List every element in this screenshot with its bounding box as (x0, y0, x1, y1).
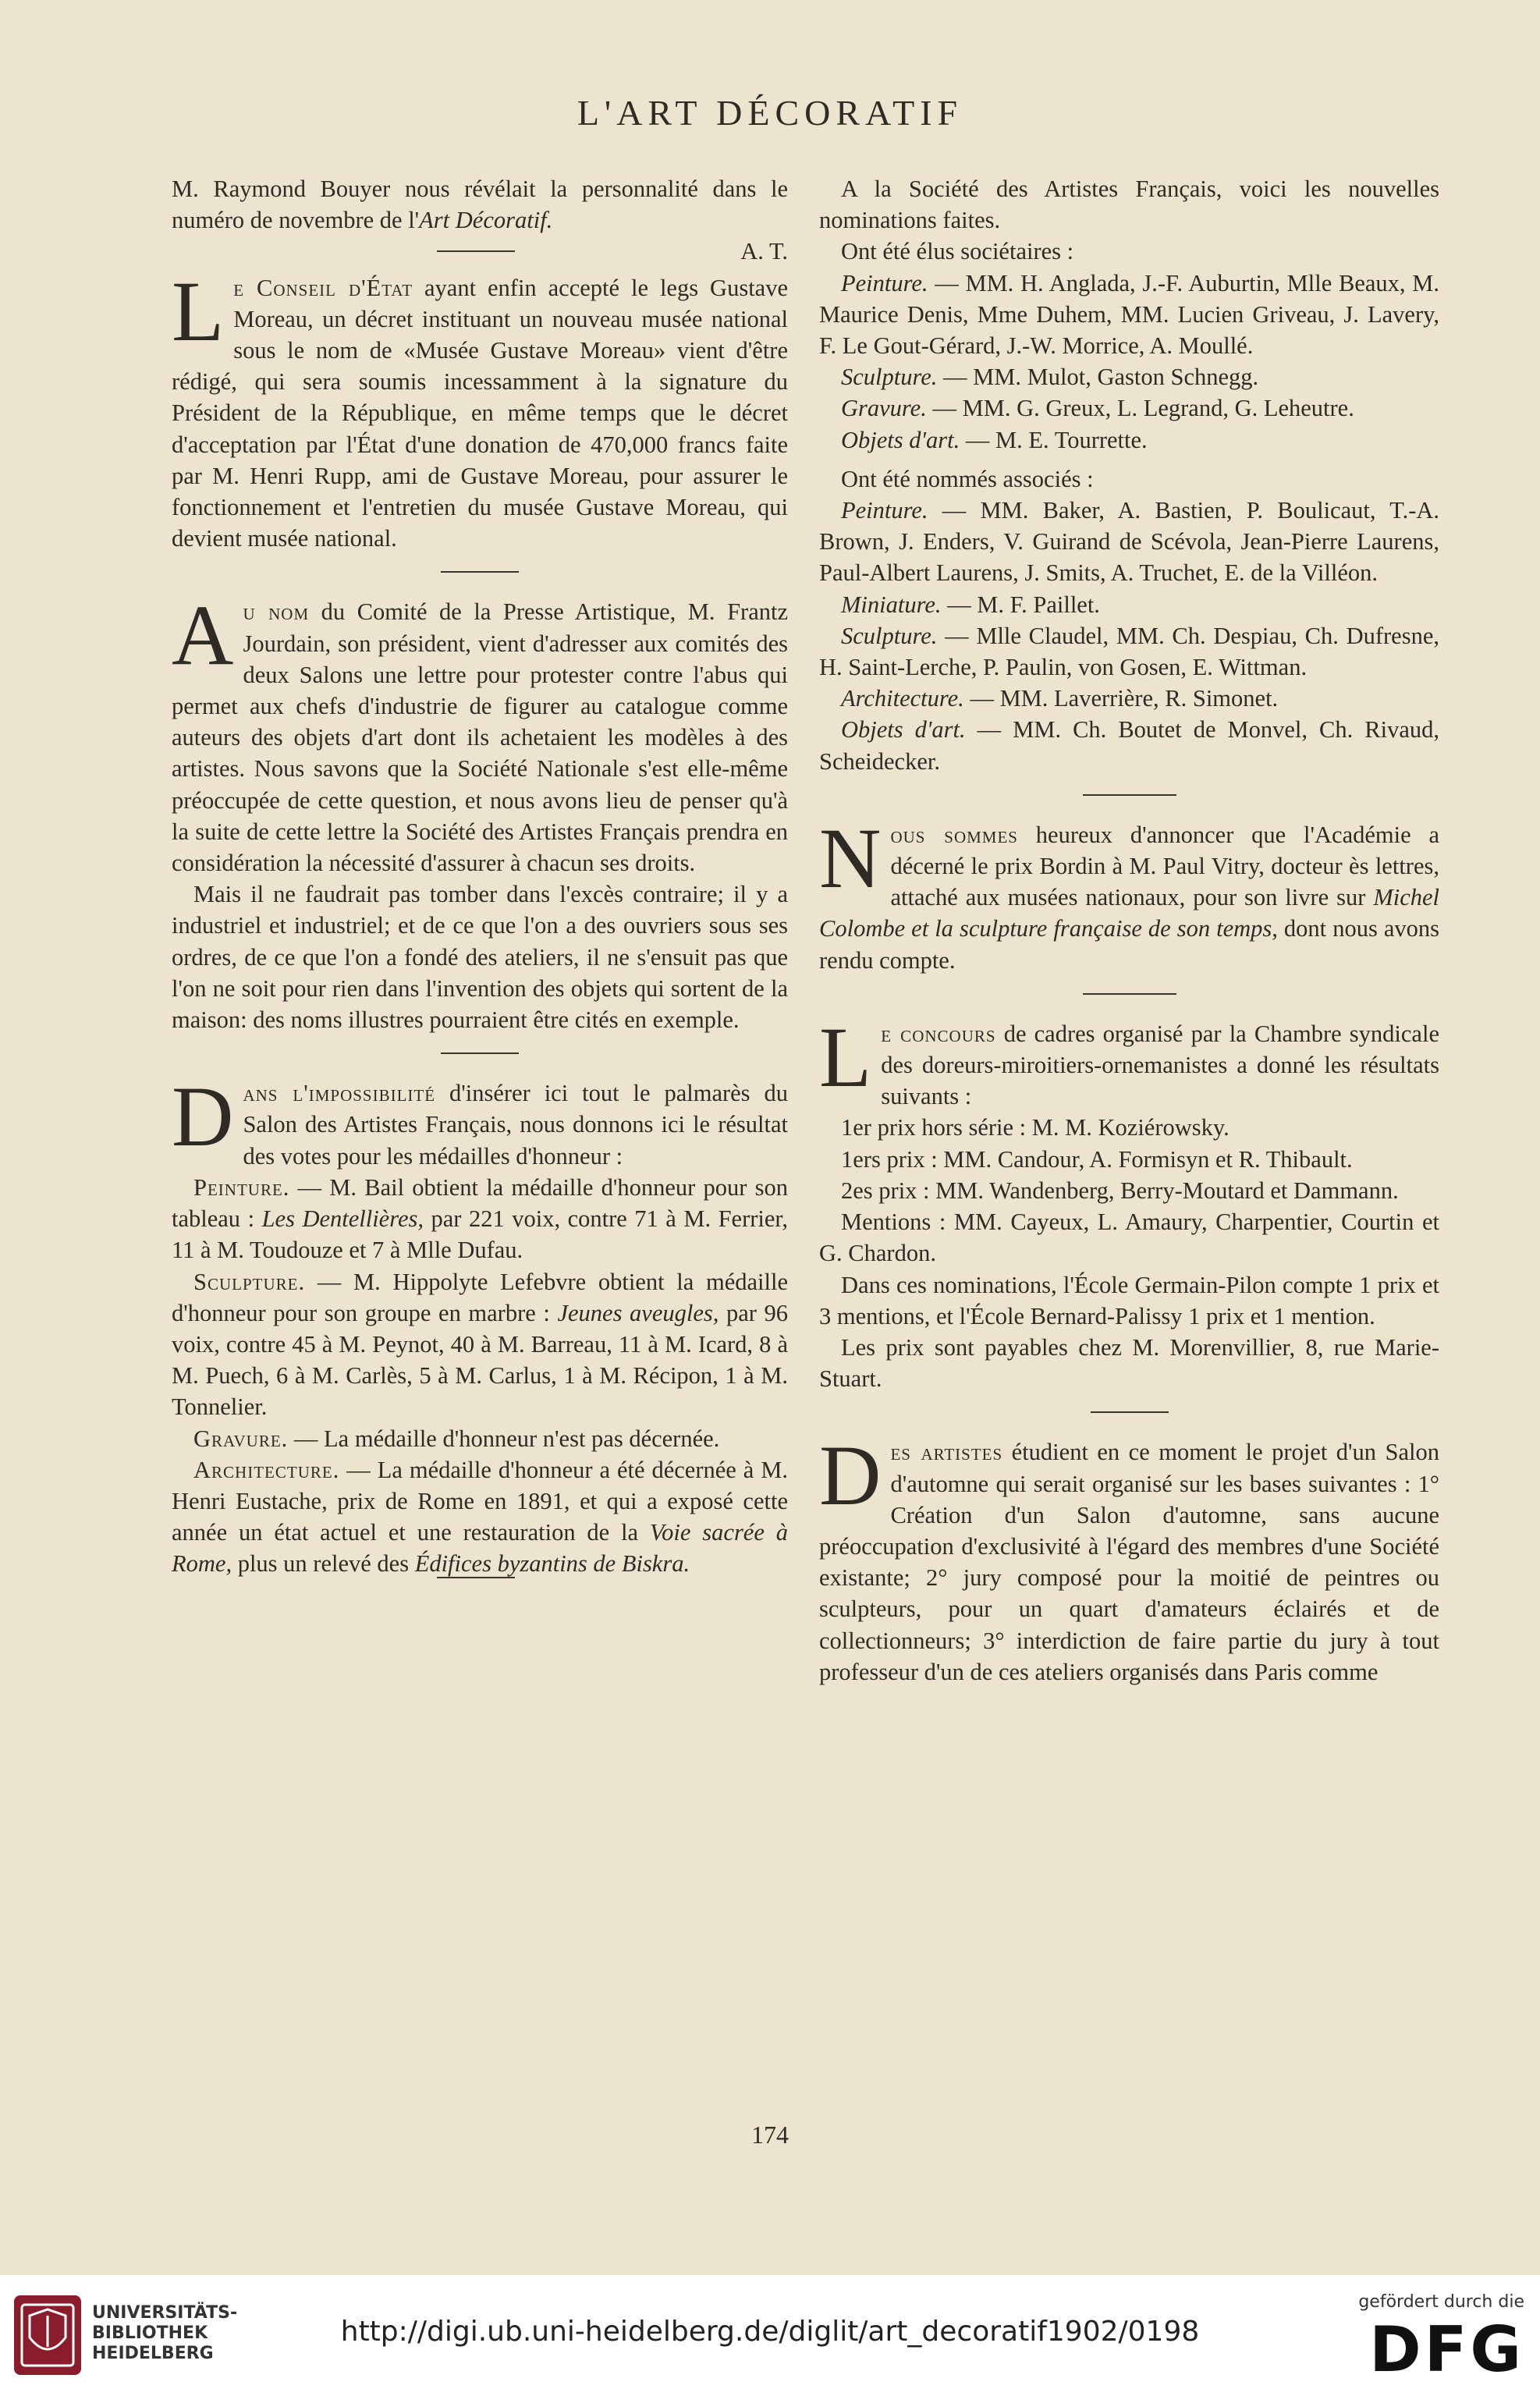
left-column (172, 173, 788, 1602)
paragraph: Sculpture. — MM. Mulot, Gaston Schnegg. (841, 364, 1259, 391)
paragraph: 2es prix : MM. Wandenberg, Berry-Moutard et Dammann. (841, 1177, 1399, 1204)
paragraph-gravure: Gravure. — La médaille d'honneur n'est pas décernée. (193, 1425, 720, 1452)
paragraph: Ont été élus sociétaires : (841, 238, 1074, 265)
paragraph-architecture: Architecture. — La médaille d'honneur a été décernée à M. Henri Eustache, prix de Rome en 1891, et qui a exposé cette année un état actuel et une restauration de la Voie sacrée à Rome, plus un relevé des Édifices byzantins de Biskra. (172, 1456, 788, 1578)
right-column (819, 173, 1439, 1688)
paragraph: Dans ces nominations, l'École Germain-Pilon compte 1 prix et 3 mentions, et l'École Bernard-Palissy 1 prix et 1 mention. (819, 1271, 1439, 1329)
drop-cap: L (172, 263, 225, 359)
paragraph-sculpture: Sculpture. — M. Hippolyte Lefebvre obtient la médaille d'honneur pour son groupe en marbre : Jeunes aveugles, par 96 voix, contre 45 à M. Peynot, 40 à M. Barreau, 11 à M. Icard, 8 à M. Puech, 6 à M. Carlès, 5 à M. Carlus, 1 à M. Récipon, 1 à M. Tonnelier. (172, 1268, 788, 1421)
section-divider (437, 250, 515, 252)
digitization-footer (0, 2275, 1540, 2396)
drop-cap: D (172, 1069, 234, 1165)
section-divider (441, 571, 519, 573)
paragraph: Ont été nommés associés : (841, 465, 1094, 492)
paragraph: Miniature. — M. F. Paillet. (841, 591, 1100, 618)
paragraph: Gravure. — MM. G. Greux, L. Legrand, G. Leheutre. (841, 395, 1354, 422)
dfg-logo: DFG (1369, 2313, 1524, 2386)
page-number: 174 (751, 2121, 789, 2149)
paragraph: Objets d'art. — M. E. Tourrette. (841, 426, 1148, 453)
section-divider (1083, 993, 1176, 995)
section-divider (1091, 1411, 1169, 1413)
paragraph-peinture: Peinture. — M. Bail obtient la médaille d'honneur pour son tableau : Les Dentellières, par 221 voix, contre 71 à M. Ferrier, 11 à M. Toudouze et 7 à Mlle Dufau. (172, 1173, 788, 1264)
paragraph: Peinture. — MM. H. Anglada, J.-F. Auburtin, Mlle Beaux, M. Maurice Denis, Mme Duhem, MM. Lucien Griveau, J. Lavery, F. Le Gout-Gérard, J.-W. Morrice, A. Moullé. (819, 269, 1439, 360)
paragraph-concours-cadres: Le concours de cadres organisé par la Chambre syndicale des doreurs-miroitiers-ornemanistes a donné les résultats suivants : (819, 1009, 1439, 1110)
paragraph-presse-artistique: Au nom du Comité de la Presse Artistique, M. Frantz Jourdain, son président, vient d'adresser aux comités des deux Salons une lettre pour protester contre l'abus qui permet aux chefs d'industrie de figurer au catalogue comme auteurs des objets d'art dont ils achetaient les modèles à des artistes. Nous savons que la Société Nationale s'est elle-même préoccupée de cette question, et nous avons lieu de penser qu'à la suite de cette lettre la Société des Artistes Français prendra en considération la nécessité d'assurer à chacun ses droits. (172, 587, 789, 877)
drop-cap: A (172, 587, 234, 683)
paragraph: Sculpture. — Mlle Claudel, MM. Ch. Despiau, Ch. Dufresne, H. Saint-Lerche, P. Paulin, von Gosen, E. Wittman. (819, 622, 1439, 681)
paragraph: Mais il ne faudrait pas tomber dans l'excès contraire; il y a industriel et industriel; et de ce que l'on a des ouvriers sous ses ordres, de ce que l'on a fondé des ateliers, il ne s'ensuit pas que l'on ne soit pour rien dans l'invention des objets qui sortent de la maison: des noms illustres pourraient être cités en exemple. (172, 881, 788, 1034)
paragraph-prix-bordin: Nous sommes heureux d'annoncer que l'Académie a décerné le prix Bordin à M. Paul Vitry, docteur ès lettres, attaché aux musées nationaux, pour son livre sur Michel Colombe et la sculpture française de son temps, dont nous avons rendu compte. (819, 810, 1439, 974)
paragraph: Peinture. — MM. Baker, A. Bastien, P. Boulicaut, T.-A. Brown, J. Enders, V. Guirand de Scévola, Jean-Pierre Laurens, Paul-Albert Laurens, J. Smits, A. Truchet, E. de la Villéon. (819, 497, 1439, 587)
drop-cap: L (819, 1009, 872, 1105)
running-title: L'ART DÉCORATIF (577, 93, 963, 133)
library-name: UNIVERSITÄTS- BIBLIOTHEK HEIDELBERG (92, 2303, 238, 2363)
paragraph: Les prix sont payables chez M. Morenvillier, 8, rue Marie-Stuart. (819, 1333, 1439, 1393)
paragraph: 1ers prix : MM. Candour, A. Formisyn et R. Thibault. (841, 1145, 1353, 1173)
paragraph: Objets d'art. — MM. Ch. Boutet de Monvel, Ch. Rivaud, Scheidecker. (819, 716, 1440, 775)
paragraph-palmares: Dans l'impossibilité d'insérer ici tout le palmarès du Salon des Artistes Français, nous donnons ici le résultat des votes pour les médailles d'honneur : (172, 1069, 789, 1170)
paragraph: Mentions : MM. Cayeux, L. Amaury, Charpentier, Courtin et G. Chardon. (819, 1209, 1439, 1267)
funded-by-label: gefördert durch die (1358, 2292, 1524, 2312)
paragraph: 1er prix hors série : M. M. Koziérowsky. (841, 1114, 1230, 1141)
drop-cap: N (819, 810, 882, 906)
section-divider (441, 1052, 519, 1054)
paragraph-salon-automne: Des artistes étudient en ce moment le projet d'un Salon d'automne qui serait organisé sur les bases suivantes : 1° Création d'un Salon d'automne, sans aucune préoccupation d'exclusivité à l'égard des membres d'une Société existante; 2° jury composé pour la moitié de peintres ou sculpteurs, pour un quart d'amateurs éclairés et de collectionneurs; 3° interdiction de faire partie du jury à tout professeur d'un de ces ateliers organisés dans Paris comme (819, 1428, 1439, 1685)
section-divider (1083, 794, 1176, 796)
drop-cap: D (819, 1428, 882, 1524)
source-url-link[interactable]: http://digi.ub.uni-heidelberg.de/diglit/art_decoratif1902/0198 (340, 2316, 1200, 2348)
paragraph: M. Raymond Bouyer nous révélait la personnalité dans le numéro de novembre de l'Art Décoratif. (172, 176, 788, 234)
paragraph-conseil-etat: Le Conseil d'État ayant enfin accepté le legs Gustave Moreau, un décret instituant un nouveau musée national sous le nom de «Musée Gustave Moreau» vient d'être rédigé, qui sera soumis incessamment à la signature du Président de la République, en même temps que le décret d'acceptation par l'État d'une donation de 470,000 francs faite par M. Henri Rupp, ami de Gustave Moreau, pour assurer le fonctionnement et l'entretien du musée Gustave Moreau, qui devient musée national. (172, 263, 788, 552)
paragraph: A la Société des Artistes Français, voici les nouvelles nominations faites. (819, 176, 1439, 234)
signature: A. T. (740, 238, 788, 265)
paragraph: Architecture. — MM. Laverrière, R. Simonet. (841, 685, 1279, 712)
